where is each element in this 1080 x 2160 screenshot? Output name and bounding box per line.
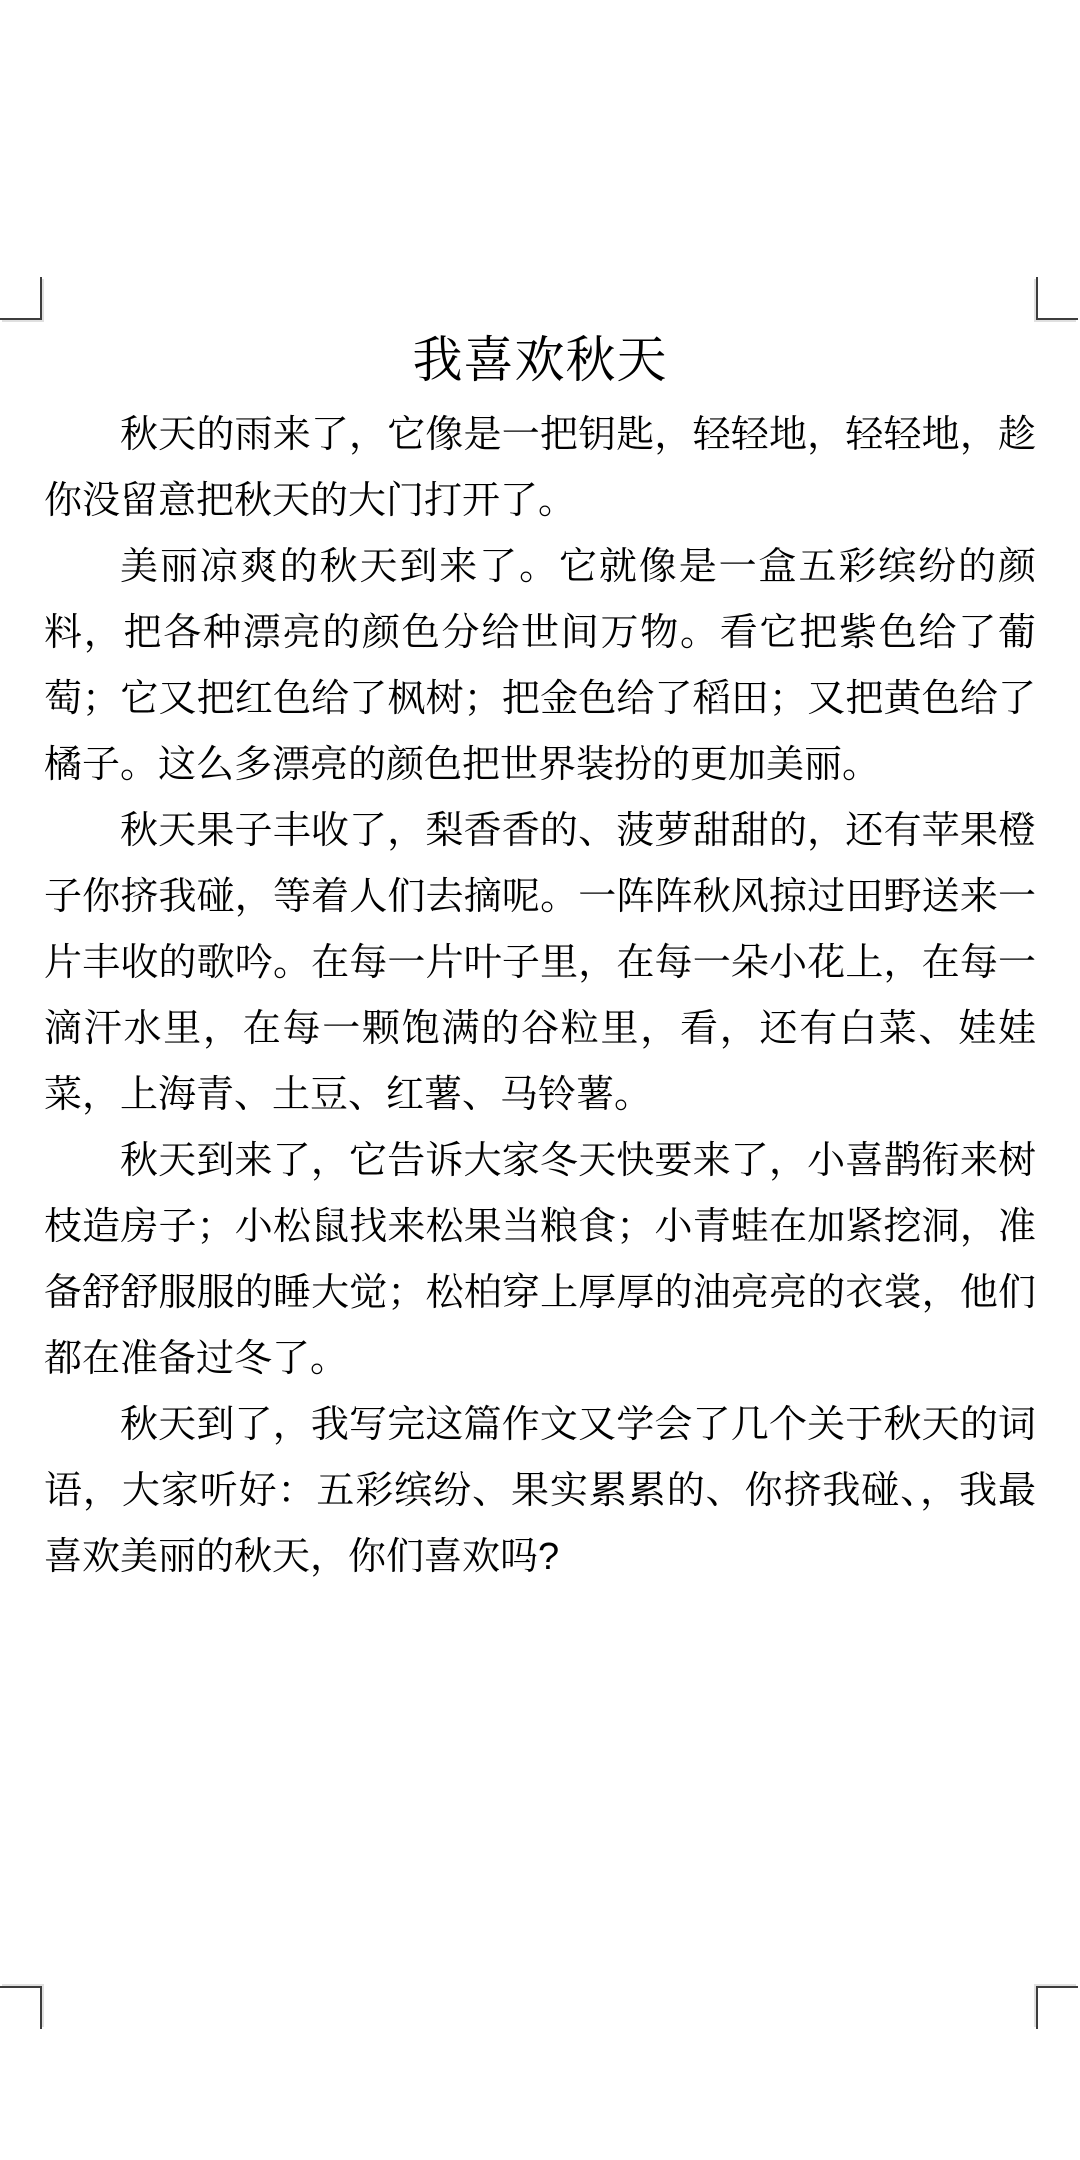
paragraph-1: 秋天的雨来了，它像是一把钥匙，轻轻地，轻轻地，趁你没留意把秋天的大门打开了。 [44, 414, 1036, 522]
crop-mark-bottom-right-icon [1036, 1986, 1078, 2029]
crop-mark-bottom-left-icon [0, 1986, 42, 2029]
document-title: 我喜欢秋天 [412, 332, 668, 388]
crop-mark-top-left-icon [0, 277, 42, 320]
paragraph-5: 秋天到了，我写完这篇作文又学会了几个关于秋天的词语，大家听好：五彩缤纷、果实累累的、你挤我碰、，我最喜欢美丽的秋天，你们喜欢吗? [44, 1404, 1036, 1578]
paragraph-3: 秋天果子丰收了，梨香香的、菠萝甜甜的，还有苹果橙子你挤我碰，等着人们去摘呢。一阵阵秋风掠过田野送来一片丰收的歌吟。在每一片叶子里，在每一朵小花上，在每一滴汗水里，在每一颗饱满的谷粒里，看，还有白菜、娃娃菜，上海青、土豆、红薯、马铃薯。 [44, 810, 1036, 1116]
document-body [44, 402, 1036, 1590]
paragraph-4: 秋天到来了，它告诉大家冬天快要来了，小喜鹊衔来树枝造房子；小松鼠找来松果当粮食；小青蛙在加紧挖洞，准备舒舒服服的睡大觉；松柏穿上厚厚的油亮亮的衣裳，他们都在准备过冬了。 [44, 1140, 1036, 1380]
document-content [44, 322, 1036, 1590]
paragraph-2: 美丽凉爽的秋天到来了。它就像是一盒五彩缤纷的颜料，把各种漂亮的颜色分给世间万物。看它把紫色给了葡萄；它又把红色给了枫树；把金色给了稻田；又把黄色给了橘子。这么多漂亮的颜色把世界装扮的更加美丽。 [44, 546, 1036, 786]
crop-mark-top-right-icon [1036, 277, 1078, 320]
